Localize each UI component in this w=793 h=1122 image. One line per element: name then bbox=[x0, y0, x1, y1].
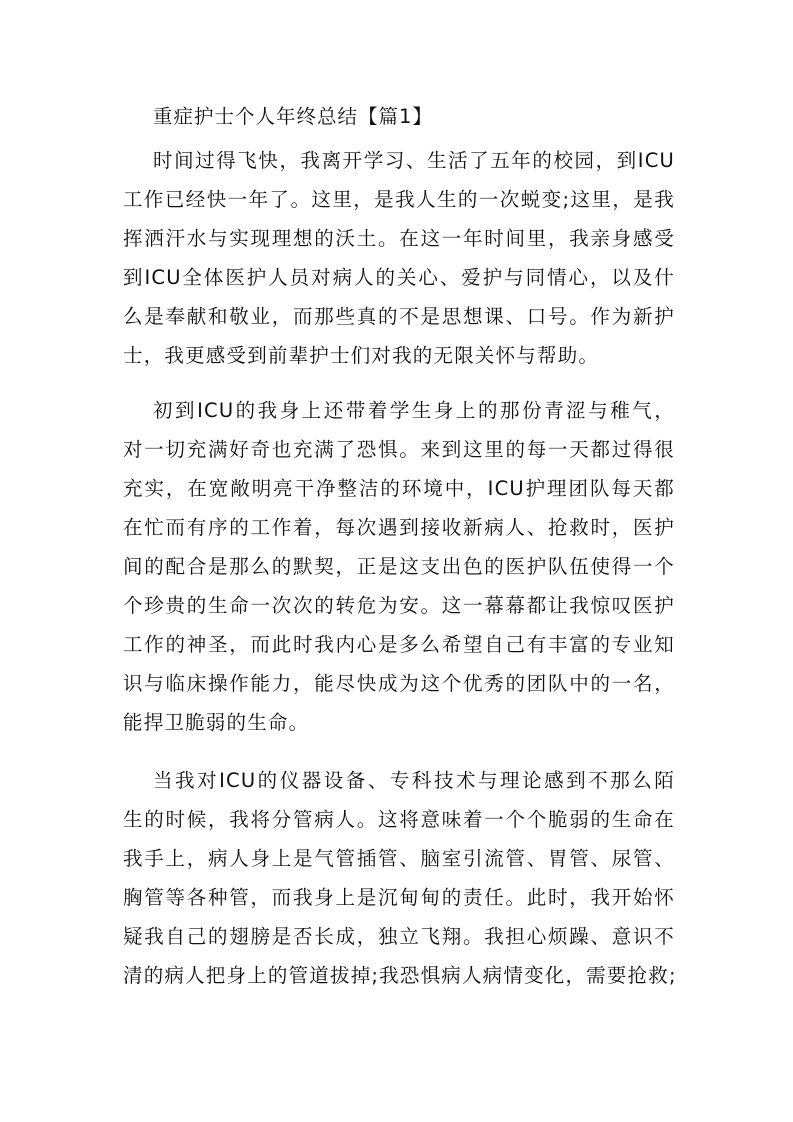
paragraph-line: 挥洒汗水与实现理想的沃土。在这一年时间里，我亲身感受 bbox=[123, 227, 675, 250]
paragraph-2 bbox=[123, 397, 675, 748]
paragraph-line: 清的病人把身上的管道拔掉;我恐惧病人病情变化，需要抢救; bbox=[123, 964, 677, 987]
paragraph-line: 到ICU全体医护人员对病人的关心、爱护与同情心，以及什 bbox=[123, 266, 675, 289]
paragraph-line: 能捍卫脆弱的生命。 bbox=[123, 711, 310, 734]
paragraph-line: 间的配合是那么的默契，正是这支出色的医护队伍使得一个 bbox=[123, 555, 675, 578]
paragraph-line: 么是奉献和敬业，而那些真的不是思想课、口号。作为新护 bbox=[123, 305, 675, 328]
paragraph-line: 识与临床操作能力，能尽快成为这个优秀的团队中的一名， bbox=[123, 672, 675, 695]
paragraph-line: 对一切充满好奇也充满了恐惧。来到这里的每一天都过得很 bbox=[123, 438, 675, 461]
paragraph-line: 在忙而有序的工作着，每次遇到接收新病人、抢救时，医护 bbox=[123, 516, 675, 539]
paragraph-line: 生的时候，我将分管病人。这将意味着一个个脆弱的生命在 bbox=[123, 808, 675, 831]
paragraph-line: 工作已经快一年了。这里，是我人生的一次蜕变;这里，是我 bbox=[123, 188, 675, 211]
paragraph-1 bbox=[123, 147, 675, 381]
paragraph-line: 充实，在宽敞明亮干净整洁的环境中，ICU护理团队每天都 bbox=[123, 477, 675, 500]
paragraph-line: 士，我更感受到前辈护士们对我的无限关怀与帮助。 bbox=[123, 344, 600, 367]
paragraph-line: 初到ICU的我身上还带着学生身上的那份青涩与稚气， bbox=[153, 399, 675, 422]
paragraph-line: 当我对ICU的仪器设备、专科技术与理论感到不那么陌 bbox=[153, 769, 675, 792]
paragraph-line: 疑我自己的翅膀是否长成，独立飞翔。我担心烦躁、意识不 bbox=[123, 925, 675, 948]
paragraph-line: 胸管等各种管，而我身上是沉甸甸的责任。此时，我开始怀 bbox=[123, 886, 675, 909]
paragraph-3 bbox=[123, 767, 675, 1001]
paragraph-line: 个珍贵的生命一次次的转危为安。这一幕幕都让我惊叹医护 bbox=[123, 594, 675, 617]
paragraph-line: 时间过得飞快，我离开学习、生活了五年的校园，到ICU bbox=[153, 149, 675, 172]
document-title: 重症护士个人年终总结【篇1】 bbox=[153, 105, 433, 128]
paragraph-line: 我手上，病人身上是气管插管、脑室引流管、胃管、尿管、 bbox=[123, 847, 675, 870]
paragraph-line: 工作的神圣，而此时我内心是多么希望自己有丰富的专业知 bbox=[123, 633, 675, 656]
